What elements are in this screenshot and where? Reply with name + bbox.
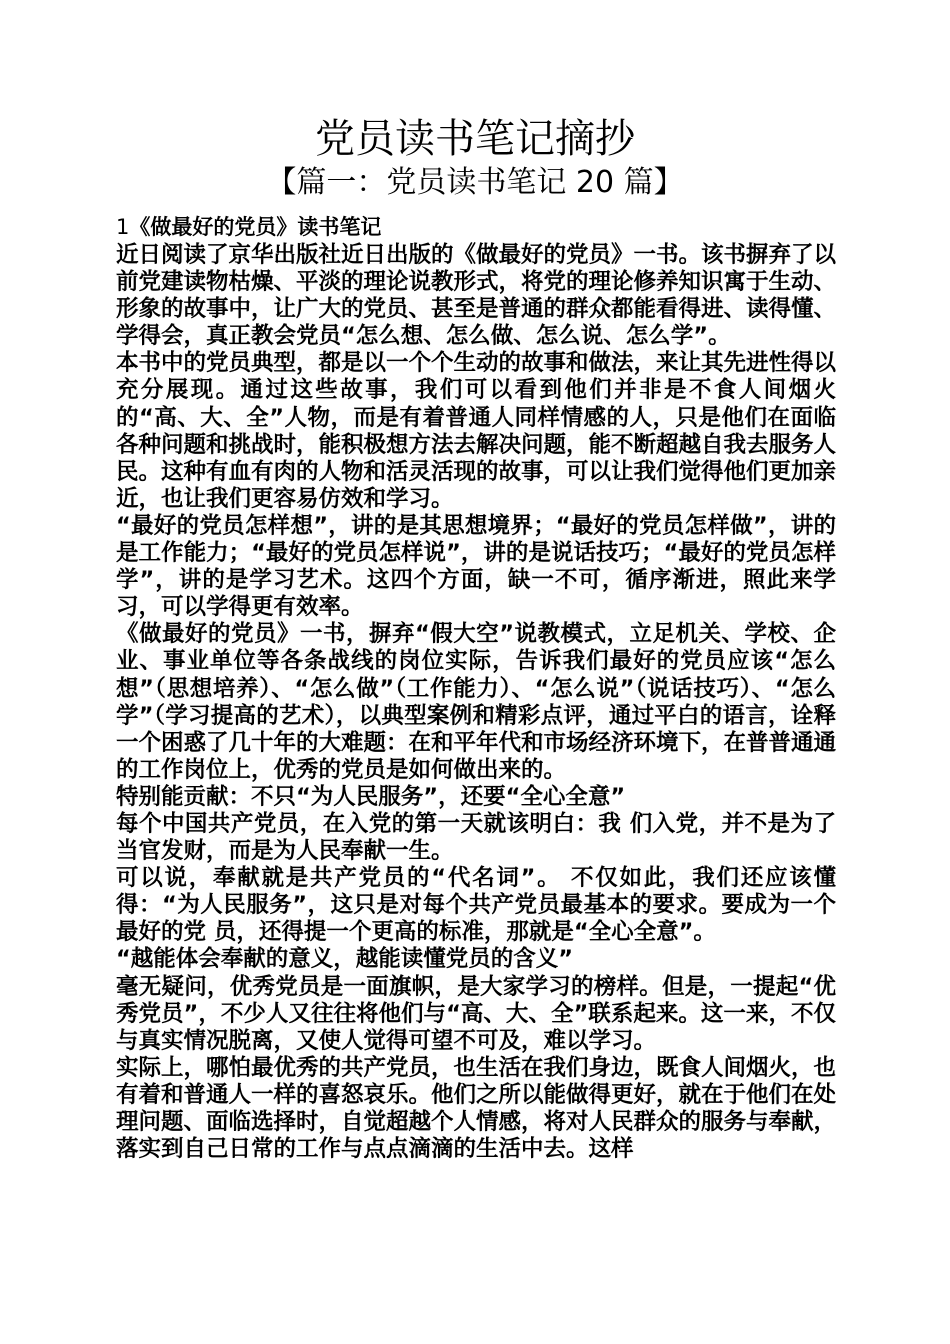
paragraph: 特别能贡献：不只“为人民服务”，还要“全心全意” bbox=[116, 783, 626, 810]
paragraph: 毫无疑问，优秀党员是一面旗帜，是大家学习的榜样。但是，一提起“优秀党员”，不少人又往往将他们与“高、大、全”联系起来。这一来，不仅与真实情况脱离，又使人觉得可望不可及，难以学习。 bbox=[116, 973, 836, 1054]
paragraph: 本书中的党员典型，都是以一个个生动的故事和做法，来让其先进性得以充分展现。通过这些故事，我们可以看到他们并非是不食人间烟火的“高、大、全”人物，而是有着普通人同样情感的人，只是他们在面临各种问题和挑战时，能积极想方法去解决问题，能不断超越自我去服务人民。这种有血有肉的人物和活灵活现的故事，可以让我们觉得他们更加亲近，也让我们更容易仿效和学习。 bbox=[116, 350, 837, 512]
page-subtitle: 【篇一：党员读书笔记 20 篇】 bbox=[266, 165, 684, 200]
page-title: 党员读书笔记摘抄 bbox=[315, 116, 635, 162]
document-body bbox=[116, 212, 836, 1163]
paragraph: 每个中国共产党员，在入党的第一天就该明白：我 们入党，并不是为了当官发财，而是为人民奉献一生。 bbox=[116, 810, 836, 865]
paragraph: 《做最好的党员》一书，摒弃“假大空”说教模式，立足机关、学校、企业、事业单位等各条战线的岗位实际，告诉我们最好的党员应该“怎么想”（思想培养）、“怎么做”（工作能力）、“怎么说”（说话技巧）、“怎么学”（学习提高的艺术），以典型案例和精彩点评，通过平白的语言，诠释一个困惑了几十年的大难题：在和平年代和市场经济环境下，在普普通通的工作岗位上，优秀的党员是如何做出来的。 bbox=[116, 621, 837, 783]
paragraph: 可以说，奉献就是共产党员的“代名词”。 不仅如此，我们还应该懂得：“为人民服务”，这只是对每个共产党员最基本的要求。要成为一个最好的党 员，还得提一个更高的标准，那就是“全心全意”。 bbox=[116, 865, 836, 946]
paragraph: “最好的党员怎样想”，讲的是其思想境界；“最好的党员怎样做”，讲的是工作能力；“最好的党员怎样说”，讲的是说话技巧；“最好的党员怎样学”，讲的是学习艺术。这四个方面，缺一不可，循序渐进，照此来学习，可以学得更有效率。 bbox=[116, 512, 836, 621]
paragraph: 实际上，哪怕最优秀的共产党员，也生活在我们身边，既食人间烟火，也有着和普通人一样的喜怒哀乐。他们之所以能做得更好，就在于他们在处理问题、面临选择时，自觉超越个人情感，将对人民群众的服务与奉献，落实到自己日常的工作与点点滴滴的生活中去。这样 bbox=[116, 1054, 837, 1163]
paragraph: “越能体会奉献的意义，越能读懂党员的含义” bbox=[116, 946, 574, 973]
section-heading-text: 《做最好的党员》读书笔记 bbox=[129, 215, 382, 239]
paragraph: 近日阅读了京华出版社近日出版的《做最好的党员》一书。该书摒弃了以前党建读物枯燥、平淡的理论说教形式，将党的理论修养知识寓于生动、形象的故事中，让广大的党员、甚至是普通的群众都能看得进、读得懂、学得会，真正教会党员“怎么想、怎么做、怎么说、怎么学”。 bbox=[116, 242, 837, 350]
section-number: 1 bbox=[116, 215, 130, 239]
section-heading bbox=[116, 212, 836, 242]
